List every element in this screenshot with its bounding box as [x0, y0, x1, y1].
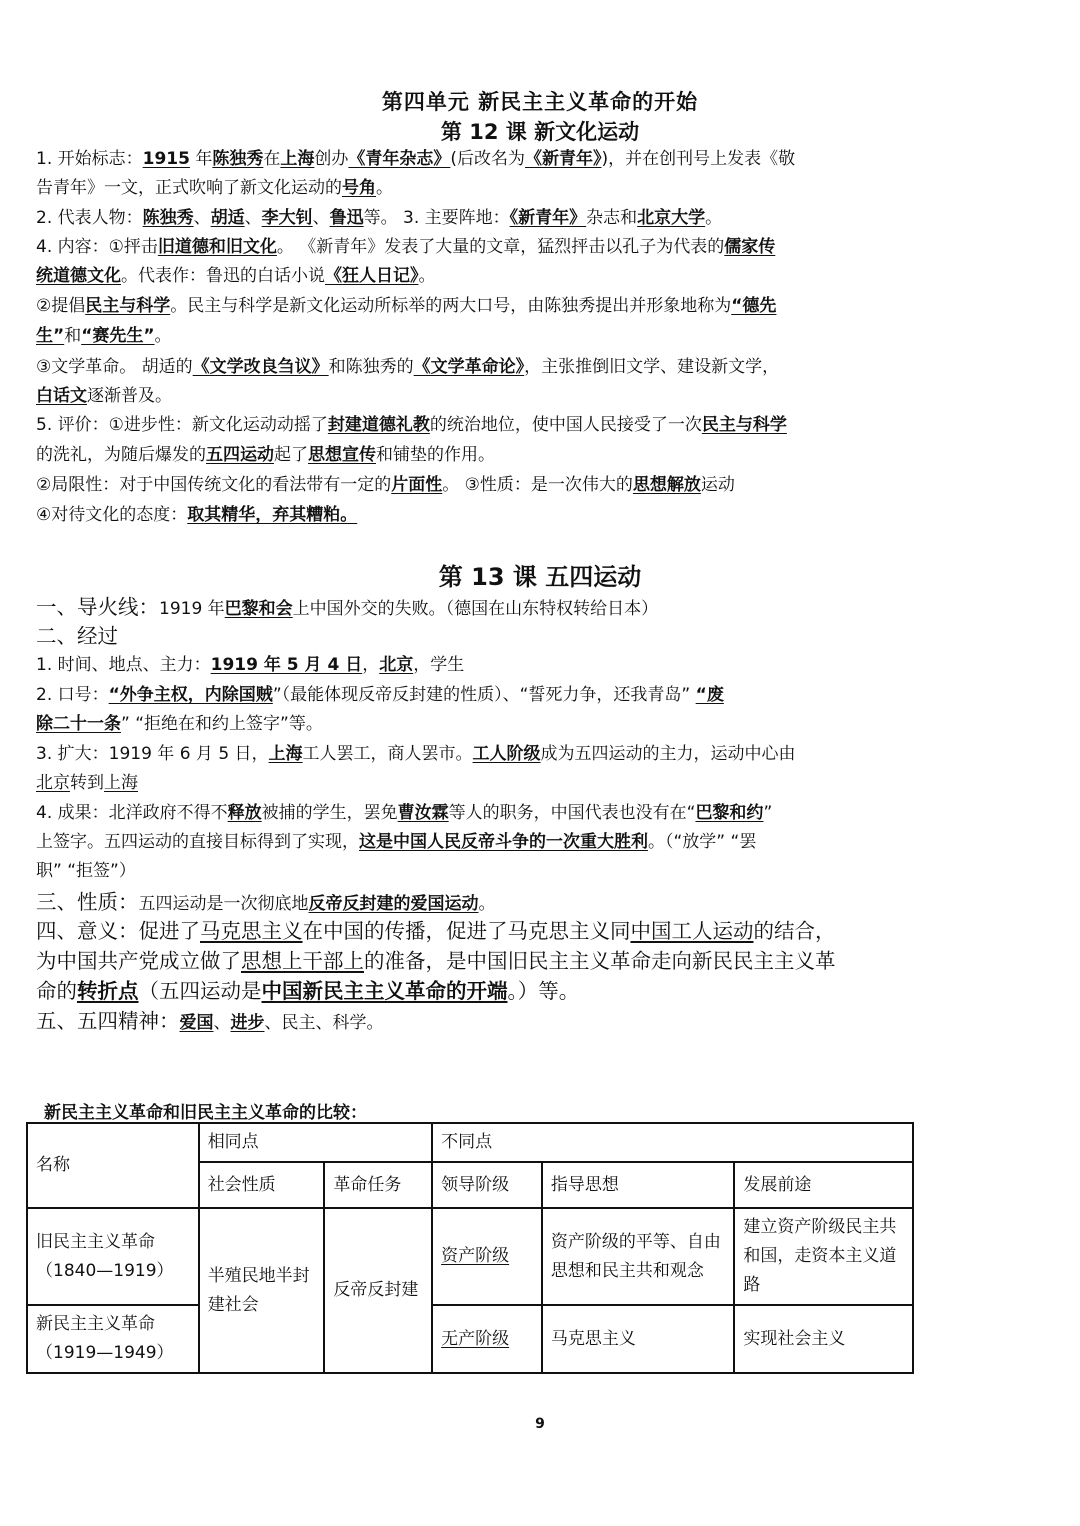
text-run: 统道德文化	[36, 266, 121, 286]
text-run: 中国新民主主义革命的开端	[261, 979, 508, 1003]
text-run: 上海	[268, 744, 303, 764]
text-run: 中国工人运动	[630, 919, 754, 943]
lesson13-line	[36, 887, 1050, 917]
text-run: 陈独秀	[212, 149, 264, 169]
lesson13-line	[36, 976, 1050, 1006]
header-diff: 不同点	[432, 1123, 913, 1162]
text-run: 号角	[342, 178, 376, 198]
text-run: 运动	[700, 475, 735, 495]
comparison-title: 新民主主义革命和旧民主主义革命的比较：	[44, 1103, 367, 1123]
lesson12-line	[36, 263, 1050, 289]
text-run: ②局限性：对于中国传统文化的看法带有一定的	[36, 475, 392, 495]
text-run: “赛先生”	[81, 326, 155, 346]
text-run: 民主与科学	[701, 415, 787, 435]
lesson12-line	[36, 293, 1050, 319]
text-run: 被捕的学生，罢免	[261, 803, 398, 823]
lesson12-line	[36, 383, 1050, 409]
text-run: 除二十一条	[36, 714, 121, 734]
text-run: 这是中国人民反帝斗争的一次重大胜利	[359, 832, 648, 852]
text-run: 工人阶级	[472, 744, 541, 764]
text-run: 创办	[314, 149, 349, 169]
text-run: 的结合，	[753, 919, 836, 943]
text-run: ” “拒绝在和约上签字”等。	[121, 714, 323, 734]
text-run: 曹汝霖	[397, 803, 449, 823]
text-run: 4. 成果：北洋政府不得不	[36, 803, 228, 823]
text-run: ”（最能体现反帝反封建的性质）、“誓死力争，还我青岛”	[272, 685, 696, 705]
lesson13-line	[36, 682, 1050, 708]
text-run: 工人罢工，商人罢市。	[302, 744, 473, 764]
text-run: ”	[763, 803, 773, 823]
text-run: 取其精华，弃其糟粕。	[187, 505, 358, 525]
header-prospect: 发展前途	[734, 1162, 913, 1208]
text-run: 在	[263, 149, 281, 169]
lesson12-line	[36, 175, 1050, 201]
lesson12-line	[36, 472, 1050, 498]
lesson13-title: 第 13 课 五四运动	[438, 563, 642, 591]
lesson13-line	[36, 741, 1050, 767]
text-run: 逐渐普及。	[87, 386, 172, 406]
text-run: 转折点	[77, 979, 139, 1003]
text-run: 封建道德礼教	[327, 415, 430, 435]
text-run: 职” “拒签”）	[36, 861, 136, 881]
text-run: 为中国共产党成立做了	[36, 949, 241, 973]
text-run: ，主张推倒旧文学、建设新文学，	[524, 357, 780, 377]
new-ideology: 马克思主义	[542, 1305, 735, 1373]
row-new-name	[27, 1305, 199, 1373]
text-run: 在中国的传播，促进了马克思主义同	[302, 919, 631, 943]
old-years: （1840—1919）	[36, 1260, 174, 1281]
text-run: 鲁迅	[329, 208, 364, 228]
text-run: 2. 口号：	[36, 685, 109, 705]
lesson13-line	[36, 858, 1050, 884]
text-run: 《新青年》	[525, 149, 602, 169]
text-run: 北京	[379, 655, 414, 675]
lesson12-line	[36, 354, 1050, 380]
text-run: 李大钊	[261, 208, 313, 228]
lesson13-line	[36, 770, 1050, 796]
text-run: ③文学革命。 胡适的	[36, 357, 193, 377]
text-run: ④对待文化的态度：	[36, 505, 188, 525]
text-run: 《新青年》	[509, 208, 587, 228]
text-run: 进步	[230, 1013, 265, 1033]
text-run: 起了	[274, 445, 308, 465]
header-social-nature: 社会性质	[199, 1162, 325, 1208]
old-prospect: 建立资产阶级民主共和国，走资本主义道路	[734, 1208, 913, 1305]
text-run: 年	[189, 149, 213, 169]
text-run: 等人的职务，中国代表也没有在“	[448, 803, 696, 823]
page-number: 9	[535, 1416, 545, 1432]
text-run: 。）等。	[507, 979, 580, 1003]
text-run: 1919 年	[159, 599, 225, 619]
text-run: （五四运动是	[138, 979, 262, 1003]
text-run: 3. 扩大：1919 年 6 月 5 日，	[36, 744, 269, 764]
text-run: 、	[193, 208, 211, 228]
row-old-name	[27, 1208, 199, 1305]
shared-nature: 半殖民地半封建社会	[199, 1208, 325, 1373]
text-run: 。代表作：鲁迅的白话小说	[121, 266, 325, 286]
text-run: 。	[478, 894, 496, 914]
lesson13-line	[36, 946, 1050, 976]
text-run: 、	[244, 208, 262, 228]
text-run: 思想上干部上	[241, 949, 364, 973]
text-run: 、民主、科学。	[264, 1013, 384, 1033]
text-run: 一、导火线：	[36, 595, 159, 619]
text-run: 爱国	[179, 1013, 214, 1033]
text-run: 。（“放学” “罢	[648, 832, 757, 852]
text-run: )，并在创刊号上发表《敬	[601, 149, 796, 169]
text-run: 旧道德和旧文化	[157, 237, 277, 257]
text-run: 五四运动	[206, 445, 274, 465]
text-run: 转到	[70, 773, 104, 793]
new-years: （1919—1949）	[36, 1343, 174, 1363]
lesson12-line	[36, 205, 1050, 231]
text-run: 五、五四精神：	[36, 1009, 180, 1033]
text-run: ②提倡	[36, 296, 86, 316]
text-run: 告青年》一文，正式吹响了新文化运动的	[36, 178, 342, 198]
text-run: 马克思主义	[200, 919, 303, 943]
text-run: 命的	[36, 979, 77, 1003]
text-run: ，学生	[413, 655, 465, 675]
shared-task: 反帝反封建	[324, 1208, 432, 1373]
text-run: 片面性	[391, 475, 443, 495]
text-run: 《狂人日记》	[325, 266, 419, 286]
text-run: 、	[213, 1013, 231, 1033]
lesson12-line	[36, 412, 1050, 438]
text-run: 。 《新青年》发表了大量的文章，猛烈抨击以孔子为代表的	[276, 237, 725, 257]
lesson12-line	[36, 502, 1050, 528]
lesson13-line	[36, 711, 1050, 737]
text-run: 三、性质：	[36, 890, 139, 914]
text-run: 5. 评价：①进步性：新文化运动动摇了	[36, 415, 328, 435]
header-task: 革命任务	[324, 1162, 432, 1208]
lesson12-title: 第 12 课 新文化运动	[440, 120, 640, 144]
text-run: 等。 3. 主要阵地：	[363, 208, 510, 228]
text-run: 生”	[36, 326, 65, 346]
text-run: 的准备，是中国旧民主主义革命走向新民民主主义革	[364, 949, 836, 973]
text-run: 的统治地位，使中国人民接受了一次	[429, 415, 702, 435]
text-run: 《青年杂志》	[348, 149, 451, 169]
lesson13-line	[36, 592, 1050, 622]
text-run: 思想宣传	[308, 445, 376, 465]
text-run: 上海	[280, 149, 315, 169]
text-run: 。	[705, 208, 723, 228]
text-run: 二、经过	[36, 624, 118, 648]
lesson13-line	[36, 829, 1050, 855]
old-leader: 资产阶级	[432, 1208, 542, 1305]
lesson13-line	[36, 1006, 1050, 1036]
text-run: “废	[695, 685, 724, 705]
text-run: (后改名为	[450, 149, 525, 169]
text-run: 巴黎和约	[695, 803, 764, 823]
old-ideology: 资产阶级的平等、自由思想和民主共和观念	[542, 1208, 735, 1305]
header-leader: 领导阶级	[432, 1162, 542, 1208]
text-run: 民主与科学	[85, 296, 171, 316]
lesson12-line	[36, 234, 1050, 260]
text-run: 2. 代表人物：	[36, 208, 143, 228]
header-name: 名称	[27, 1123, 199, 1208]
text-run: 和	[64, 326, 82, 346]
text-run: “外争主权，内除国贼	[108, 685, 273, 705]
header-same: 相同点	[199, 1123, 432, 1162]
lesson13-line	[36, 621, 1050, 651]
text-run: 。	[418, 266, 436, 286]
lesson13-line	[36, 652, 1050, 678]
text-run: 胡适	[210, 208, 245, 228]
text-run: 1915	[142, 149, 190, 169]
lesson12-line	[36, 442, 1050, 468]
text-run: 北京大学	[637, 208, 706, 228]
text-run: 儒家传	[724, 237, 776, 257]
text-run: 、	[312, 208, 330, 228]
text-run: 白话文	[36, 386, 87, 406]
text-run: 。	[376, 178, 393, 198]
text-run: 上海	[104, 773, 138, 793]
text-run: 巴黎和会	[224, 599, 293, 619]
text-run: 陈独秀	[142, 208, 194, 228]
text-run: 上中国外交的失败。（德国在山东特权转给日本）	[292, 599, 659, 619]
text-run: 杂志和	[586, 208, 638, 228]
text-run: 。民主与科学是新文化运动所标举的两大口号，由陈独秀提出并形象地称为	[170, 296, 732, 316]
header-ideology: 指导思想	[542, 1162, 735, 1208]
text-run: 1. 开始标志：	[36, 149, 143, 169]
new-name: 新民主主义革命	[36, 1314, 155, 1334]
lesson13-line	[36, 916, 1050, 946]
text-run: 北京	[36, 773, 70, 793]
text-run: 五四运动是一次彻底地	[138, 894, 309, 914]
comparison-table	[26, 1122, 914, 1374]
text-run: 释放	[227, 803, 262, 823]
lesson12-line	[36, 146, 1050, 172]
lesson12-line	[36, 323, 1050, 349]
text-run: “德先	[731, 296, 777, 316]
text-run: 思想解放	[632, 475, 701, 495]
text-run: 1. 时间、地点、主力：	[36, 655, 211, 675]
text-run: 4. 内容：①抨击	[36, 237, 158, 257]
text-run: 。 ③性质：是一次伟大的	[442, 475, 633, 495]
new-prospect: 实现社会主义	[734, 1305, 913, 1373]
text-run: 上签字。五四运动的直接目标得到了实现，	[36, 832, 359, 852]
text-run: 和铺垫的作用。	[376, 445, 495, 465]
text-run: 的洗礼，为随后爆发的	[36, 445, 206, 465]
text-run: 反帝反封建的爱国运动	[308, 894, 479, 914]
text-run: 1919 年 5 月 4 日	[210, 655, 363, 675]
text-run: 《文学革命论》	[413, 357, 525, 377]
text-run: ，	[362, 655, 380, 675]
text-run: 成为五四运动的主力，运动中心由	[540, 744, 796, 764]
old-name: 旧民主主义革命	[36, 1231, 155, 1252]
text-run: 四、意义：促进了	[36, 919, 200, 943]
new-leader: 无产阶级	[432, 1305, 542, 1373]
text-run: 《文学改良刍议》	[192, 357, 329, 377]
unit-title: 第四单元 新民主主义革命的开始	[381, 90, 699, 114]
text-run: 。	[154, 326, 172, 346]
text-run: 和陈独秀的	[328, 357, 414, 377]
lesson13-line	[36, 800, 1050, 826]
